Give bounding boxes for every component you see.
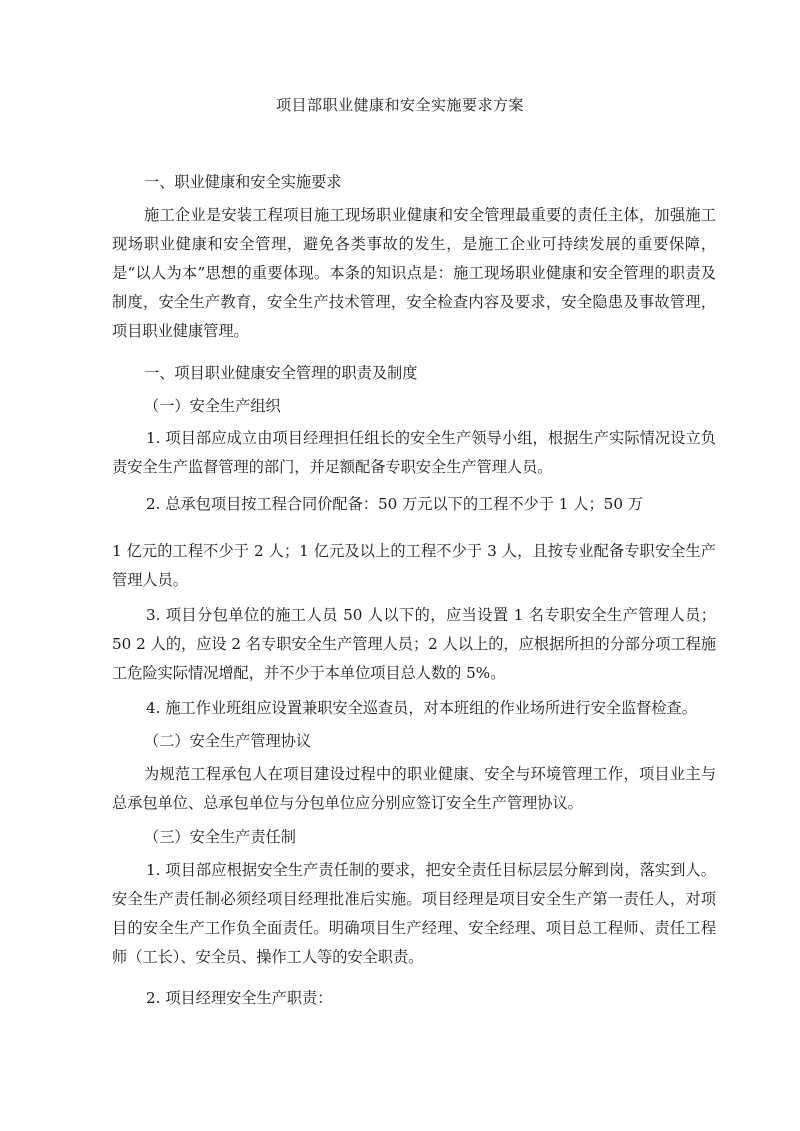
subsection-heading-3: （三）安全生产责任制 bbox=[144, 828, 296, 846]
agreement-paragraph: 为规范工程承包人在项目建设过程中的职业健康、安全与环境管理工作，项目业主与总承包单位、总承包单位与分包单位应分别应签订安全生产管理协议。 bbox=[112, 765, 716, 812]
responsibility-item-2: 2. 项目经理安全生产职责： bbox=[146, 989, 333, 1007]
intro-paragraph: 施工企业是安装工程项目施工现场职业健康和安全管理最重要的责任主体，加强施工现场职业健康和安全管理，避免各类事故的发生，是施工企业可持续发展的重要保障，是“以人为本”思想的重要体现。本条的知识点是：施工现场职业健康和安全管理的职责及制度，安全生产教育，安全生产技术管理，安全检查内容及要求，安全隐患及事故管理，项目职业健康管理。 bbox=[112, 206, 716, 340]
section-heading-2: 一、项目职业健康安全管理的职责及制度 bbox=[144, 364, 418, 382]
subsection-heading-1: （一）安全生产组织 bbox=[144, 397, 281, 415]
section-heading-1: 一、职业健康和安全实施要求 bbox=[144, 173, 342, 191]
subsection-heading-2: （二）安全生产管理协议 bbox=[144, 732, 312, 750]
item-1: 1. 项目部应成立由项目经理担任组长的安全生产领导小组，根据生产实际情况设立负责安全生产监督管理的部门，并足额配备专职安全生产管理人员。 bbox=[112, 429, 716, 476]
item-3: 3. 项目分包单位的施工人员 50 人以下的，应当设置 1 名专职安全生产管理人员；50 2 人的，应设 2 名专职安全生产管理人员；2 人以上的，应根据所担的分部分项工程施工危险实际情况增配，并不少于本单位项目总人数的 5%。 bbox=[112, 606, 717, 682]
item-2-continued: 1 亿元的工程不少于 2 人；1 亿元及以上的工程不少于 3 人，且按专业配备专职安全生产管理人员。 bbox=[112, 542, 716, 589]
item-2: 2. 总承包项目按工程合同价配备：50 万元以下的工程不少于 1 人；50 万 bbox=[146, 495, 644, 513]
document-title: 项目部职业健康和安全实施要求方案 bbox=[275, 96, 524, 114]
item-4: 4. 施工作业班组应设置兼职安全巡查员，对本班组的作业场所进行安全监督检查。 bbox=[146, 699, 697, 717]
responsibility-item-1: 1. 项目部应根据安全生产责任制的要求，把安全责任目标层层分解到岗，落实到人。安全生产责任制必须经项目经理批准后实施。项目经理是项目安全生产第一责任人，对项目的安全生产工作负全面责任。明确项目生产经理、安全经理、项目总工程师、责任工程师（工长）、安全员、操作工人等的安全职责。 bbox=[112, 861, 716, 966]
